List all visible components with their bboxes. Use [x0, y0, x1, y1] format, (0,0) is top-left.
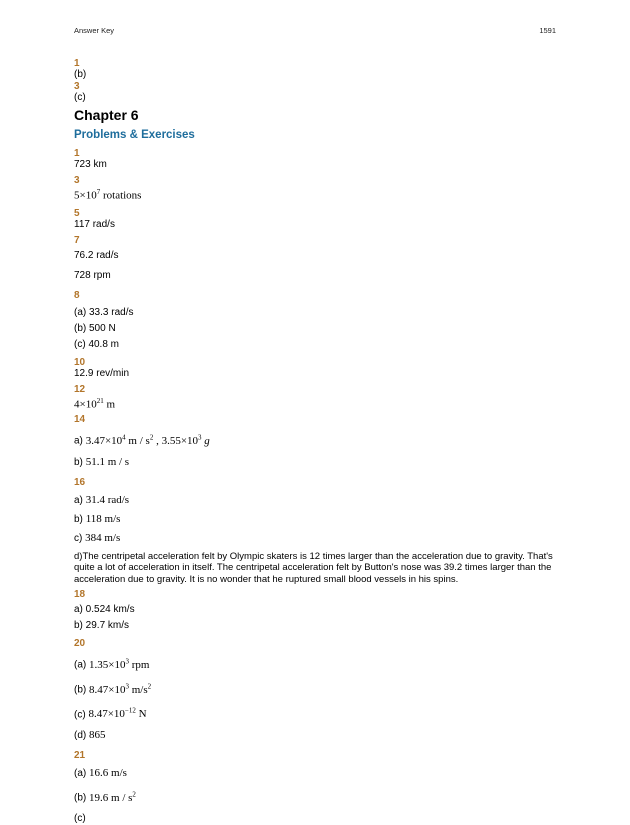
part-label: a) [74, 435, 83, 447]
math-exponent: 3 [125, 682, 129, 691]
math-unit: m/s [128, 683, 148, 696]
answer: 76.2 rad/s [74, 249, 119, 261]
answer-math: 865 [89, 729, 106, 742]
answer-key-content [74, 58, 556, 825]
math-separator: , [153, 434, 159, 447]
problem-number: 1 [74, 58, 80, 69]
running-header-title: Answer Key [74, 26, 115, 35]
answer-part-b: (b) 500 N [74, 322, 116, 334]
answer-part-b [74, 456, 556, 469]
part-label: (b) [74, 684, 87, 696]
math-exponent: 7 [96, 188, 101, 196]
math-unit: rotations [100, 189, 142, 202]
part-label: b) [74, 513, 83, 525]
page-number: 1591 [539, 26, 556, 35]
answer: 117 rad/s [74, 218, 115, 230]
math-unit: N [135, 708, 147, 721]
answer-math [74, 186, 556, 202]
math-coefficient: 5×10 [74, 189, 97, 202]
problem-number: 14 [74, 414, 86, 426]
problem-number: 16 [74, 476, 86, 488]
answer: (c) [74, 92, 86, 103]
answer-math: 31.4 rad/s [85, 493, 130, 506]
answer-math [89, 684, 151, 696]
answer: 12.9 rev/min [74, 367, 130, 379]
problem-number: 1 [74, 148, 80, 159]
problem-number: 7 [74, 234, 80, 246]
answer-math [89, 659, 149, 671]
math-unit: m [103, 398, 116, 411]
section-title: Problems & Exercises [74, 129, 195, 141]
problem-number: 20 [74, 638, 86, 650]
math-exponent: 2 [149, 433, 154, 442]
answer-part-c [74, 532, 556, 545]
problem-number: 12 [74, 383, 86, 395]
answer-part-b [74, 680, 556, 697]
answer-part-a [74, 494, 556, 507]
math-exponent: 3 [198, 433, 202, 442]
math-value: 19.6 m / s [89, 792, 133, 805]
math-coefficient: 1.35×10 [89, 659, 126, 672]
part-label: (a) [74, 768, 87, 780]
math-exponent: 2 [147, 682, 152, 691]
answer-math [88, 708, 146, 720]
problem-number: 8 [74, 289, 80, 301]
part-label: b) [74, 456, 83, 468]
answer-math: 16.6 m/s [89, 767, 127, 780]
answer-part-c [74, 705, 556, 722]
answer: (b) [74, 69, 87, 80]
answer-part-b [74, 788, 556, 805]
answer-part-a [74, 767, 556, 780]
part-label: (b) [74, 793, 87, 805]
part-label: (d) [74, 730, 87, 742]
problem-number: 3 [74, 81, 80, 92]
answer-math: 51.1 m / s [85, 455, 130, 468]
problem-number: 3 [74, 175, 80, 186]
math-unit: g [201, 434, 210, 447]
problem-number: 5 [74, 207, 80, 219]
math-exponent: 2 [132, 790, 136, 799]
answer-part-a [74, 431, 556, 448]
problem-number: 18 [74, 589, 86, 601]
math-coefficient: 8.47×10 [88, 708, 125, 721]
math-exponent: 21 [96, 396, 104, 405]
answer-part-d [74, 729, 556, 742]
answer: 723 km [74, 159, 107, 170]
answer-part-a: a) 0.524 km/s [74, 604, 135, 616]
math-coefficient: 3.55×10 [161, 434, 199, 447]
problem-number: 21 [74, 750, 86, 762]
answer-math: 384 m/s [85, 531, 121, 544]
problem-number: 10 [74, 356, 86, 368]
math-exponent: 3 [125, 657, 129, 666]
answer-part-c: (c) [74, 813, 86, 825]
answer-math [89, 792, 136, 804]
answer-part-b [74, 513, 556, 526]
math-unit: rpm [128, 659, 150, 672]
answer-part-a: (a) 33.3 rad/s [74, 306, 134, 318]
math-exponent: 4 [122, 433, 126, 442]
math-coefficient: 3.47×10 [85, 434, 123, 447]
answer-part-c: (c) 40.8 m [74, 338, 120, 350]
answer-math [74, 395, 556, 411]
chapter-title: Chapter 6 [74, 107, 139, 123]
math-exponent: −12 [124, 706, 136, 715]
answer-math [86, 435, 210, 447]
math-coefficient: 4×10 [74, 398, 97, 411]
answer: 728 rpm [74, 269, 111, 281]
answer-math: 118 m/s [85, 512, 121, 525]
part-label: (c) [74, 709, 86, 721]
math-coefficient: 8.47×10 [89, 683, 126, 696]
math-unit: m / s [125, 434, 150, 447]
part-label: c) [74, 532, 83, 544]
answer-part-a [74, 655, 556, 672]
part-label: a) [74, 494, 83, 506]
part-label: (a) [74, 660, 87, 672]
answer-part-d-paragraph: d)The centripetal acceleration felt by Olympic skaters is 12 times larger than the acceleration due to gravity. That's quite a lot of acceleration in itself. The centripetal acceleration felt by Button's nose was 39.2 times larger than the acceleration due to gravity. It is no wonder that he ruptured small blood vessels in his spins. [74, 550, 553, 585]
answer-part-b: b) 29.7 km/s [74, 620, 130, 632]
